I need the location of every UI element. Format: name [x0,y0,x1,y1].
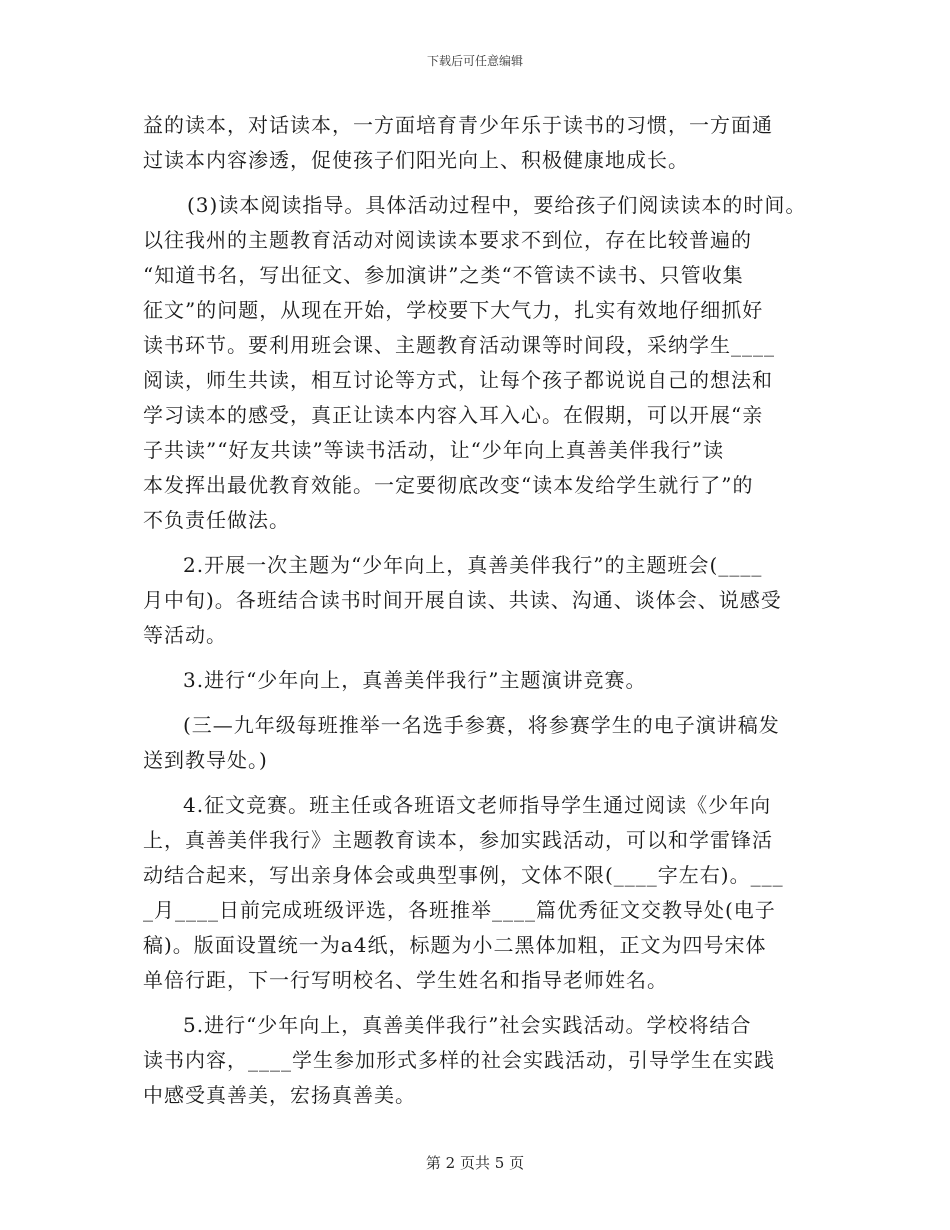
paragraph [143,663,833,698]
text-line: 月中旬)。各班结合读书时间开展自读、共读、沟通、谈体会、说感受 [143,588,782,612]
text-line: 4.征文竞赛。班主任或各班语文老师指导学生通过阅读《少年向 [183,793,772,817]
text-line: (三—九年级每班推举一名选手参赛，将参赛学生的电子演讲稿发 [183,713,780,737]
paragraph [143,788,833,998]
paragraph [143,108,833,178]
paragraph [143,708,833,778]
paragraph [143,188,833,538]
paragraph [143,548,833,653]
text-line: 读书内容，____学生参加形式多样的社会实践活动，引导学生在实践 [143,1048,775,1072]
text-line: _月____日前完成班级评选，各班推举____篇优秀征文交教导处(电子 [143,898,776,922]
text-line: (3)读本阅读指导。具体活动过程中，要给孩子们阅读读本的时间。 [187,193,807,217]
text-line: 以往我州的主题教育活动对阅读读本要求不到位，存在比较普遍的 [143,228,752,252]
text-line: 征文”的问题，从现在开始，学校要下大气力，扎实有效地仔细抓好 [143,298,764,322]
text-line: 上，真善美伴我行》主题教育读本，参加实践活动，可以和学雷锋活 [143,828,773,852]
text-line: 动结合起来，写出亲身体会或典型事例，文体不限(____字左右)。___ [143,863,784,887]
text-line: 单倍行距，下一行写明校名、学生姓名和指导老师姓名。 [143,968,668,992]
page-header: 下载后可任意编辑 [426,54,523,68]
text-line: 2.开展一次主题为“少年向上，真善美伴我行”的主题班会(____ [183,553,763,577]
text-line: 等活动。 [143,623,227,647]
text-line: 不负责任做法。 [143,508,290,532]
text-line: 益的读本，对话读本，一方面培育青少年乐于读书的习惯，一方面通 [143,113,773,137]
document-body [143,108,833,1113]
text-line: 稿)。版面设置统一为a4纸，标题为小二黑体加粗，正文为四号宋体 [143,933,767,957]
text-line: 中感受真善美，宏扬真善美。 [143,1083,416,1107]
text-line: 读书环节。要利用班会课、主题教育活动课等时间段，采纳学生____ [143,333,775,357]
text-line: 子共读”“好友共读”等读书活动，让“少年向上真善美伴我行”读 [143,438,725,462]
text-line: 本发挥出最优教育效能。一定要彻底改变“读本发给学生就行了”的 [143,473,754,497]
text-line: 送到教导处。) [143,748,268,772]
text-line: 过读本内容渗透，促使孩子们阳光向上、积极健康地成长。 [143,148,689,172]
paragraph [143,1008,833,1113]
text-line: 5.进行“少年向上，真善美伴我行”社会实践活动。学校将结合 [183,1013,752,1037]
text-line: 阅读，师生共读，相互讨论等方式，让每个孩子都说说自己的想法和 [143,368,773,392]
text-line: 学习读本的感受，真正让读本内容入耳入心。在假期，可以开展“亲 [143,403,764,427]
page-footer: 第 2 页共 5 页 [425,1154,525,1172]
text-line: “知道书名，写出征文、参加演讲”之类“不管读不读书、只管收集 [143,263,744,287]
text-line: 3.进行“少年向上，真善美伴我行”主题演讲竞赛。 [183,668,647,692]
